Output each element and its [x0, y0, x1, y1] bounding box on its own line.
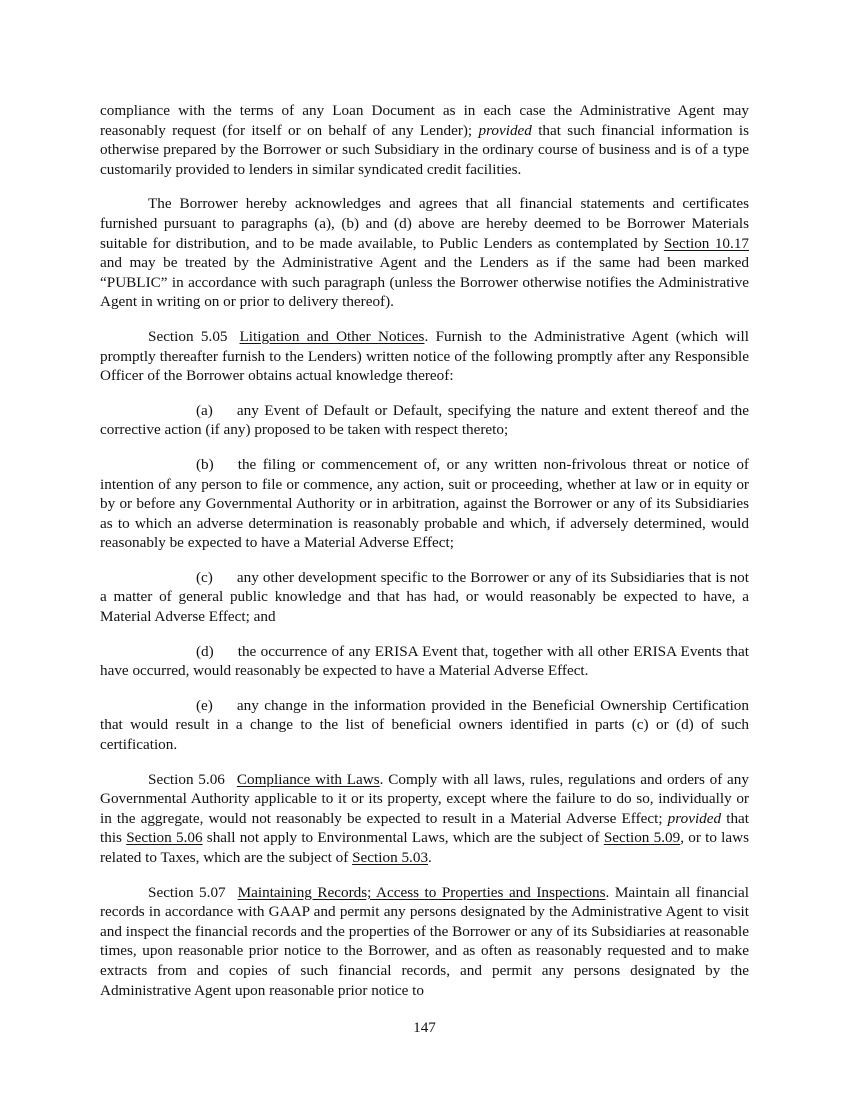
- section-reference-10-17: Section 10.17: [663, 234, 750, 252]
- text-run: that this: [100, 809, 749, 847]
- section-reference-5-06: Section 5.06: [126, 829, 203, 847]
- italic-provided: provided: [478, 121, 532, 139]
- list-item-b: [100, 455, 749, 553]
- list-item-a: [100, 401, 749, 440]
- text-run: . Maintain all financial records in accordance with GAAP and permit any persons designated by the Administrative Agent to visit and inspect the financial records and the properties of the Borrower or any of its Subsidiaries at reasonable times, upon reasonable prior notice to the Borrower, and as often as reasonably requested and to make extracts from and copies of such financial records, and permit any persons designated by the Administrative Agent upon reasonable prior notice to: [100, 883, 749, 999]
- text-run: and may be treated by the Administrative Agent and the Lenders as if the same had been marked “PUBLIC” in accordance with such paragraph (unless the Borrower otherwise notifies the Administrative Agent in writing on or prior to delivery thereof).: [100, 254, 749, 311]
- list-item-e: [100, 696, 749, 755]
- text-run: . Furnish to the Administrative Agent (which will promptly thereafter furnish to the Lenders) written notice of the following promptly after any Responsible Officer of the Borrower obtains actual knowledge thereof:: [100, 327, 749, 385]
- item-label: (c): [196, 568, 213, 586]
- section-number: Section 5.07: [148, 883, 226, 901]
- section-5-06-paragraph: [100, 770, 749, 868]
- item-text: any change in the information provided in the Beneficial Ownership Certification that would result in a change to the list of beneficial owners identified in parts (c) or (d) of such certification.: [100, 696, 749, 754]
- section-number: Section 5.06: [148, 770, 225, 788]
- section-heading-litigation: Litigation and Other Notices: [239, 327, 425, 345]
- item-label: (b): [196, 455, 214, 473]
- text-run: . Comply with all laws, rules, regulations and orders of any Governmental Authority applicable to it or its property, except where the failure to do so, individually or in the aggregate, would not reasonably be expected to result in a Material Adverse Effect;: [100, 770, 749, 827]
- list-item-d: [100, 642, 749, 681]
- paragraph-financial-information: [100, 101, 749, 179]
- section-reference-5-09: Section 5.09: [603, 829, 681, 847]
- text-run: that such financial information is otherwise prepared by the Borrower or such Subsidiary in the ordinary course of business and is of a type customarily provided to lenders in similar syndicated credit facilities.: [100, 121, 749, 178]
- text-run: , or to laws related to Taxes, which are the subject of: [100, 829, 749, 866]
- item-label: (a): [196, 401, 213, 419]
- section-heading-compliance: Compliance with Laws: [236, 770, 380, 788]
- item-text: the filing or commencement of, or any written non-frivolous threat or notice of intention of any person to file or commence, any action, suit or proceeding, whether at law or in equity or by or before any Governmental Authority or in arbitration, against the Borrower or any of its Subsidiaries as to which an adverse determination is reasonably probable and which, if adversely determined, would reasonably be expected to have a Material Adverse Effect;: [100, 455, 749, 552]
- item-text: any Event of Default or Default, specifying the nature and extent thereof and the corrective action (if any) proposed to be taken with respect thereto;: [100, 401, 749, 439]
- item-text: the occurrence of any ERISA Event that, together with all other ERISA Events that have occurred, would reasonably be expected to have a Material Adverse Effect.: [100, 642, 749, 680]
- page-number: 147: [413, 1019, 436, 1036]
- text-run: .: [428, 849, 432, 866]
- section-number: Section 5.05: [148, 327, 228, 345]
- section-heading-records: Maintaining Records; Access to Properties and Inspections: [237, 883, 606, 901]
- text-run: The Borrower hereby acknowledges and agrees that all financial statements and certificates furnished pursuant to paragraphs (a), (b) and (d) above are hereby deemed to be Borrower Materials suitable for distribution, and to be made available, to Public Lenders as contemplated by: [100, 195, 749, 252]
- section-reference-5-03: Section 5.03: [352, 849, 429, 866]
- section-5-05-paragraph: [100, 327, 749, 386]
- italic-provided: provided: [667, 809, 722, 827]
- list-item-c: [100, 568, 749, 627]
- item-label: (e): [196, 696, 213, 714]
- item-text: any other development specific to the Borrower or any of its Subsidiaries that is not a matter of general public knowledge and that has had, or would reasonably be expected to have, a Material Adverse Effect; and: [100, 568, 749, 626]
- document-page: [100, 101, 749, 1015]
- section-5-07-paragraph: [100, 883, 749, 1001]
- item-label: (d): [196, 642, 214, 660]
- text-run: shall not apply to Environmental Laws, which are the subject of: [202, 829, 604, 847]
- text-run: compliance with the terms of any Loan Document as in each case the Administrative Agent may reasonably request (for itself or on behalf of any Lender);: [100, 102, 749, 139]
- paragraph-borrower-materials: [100, 194, 749, 312]
